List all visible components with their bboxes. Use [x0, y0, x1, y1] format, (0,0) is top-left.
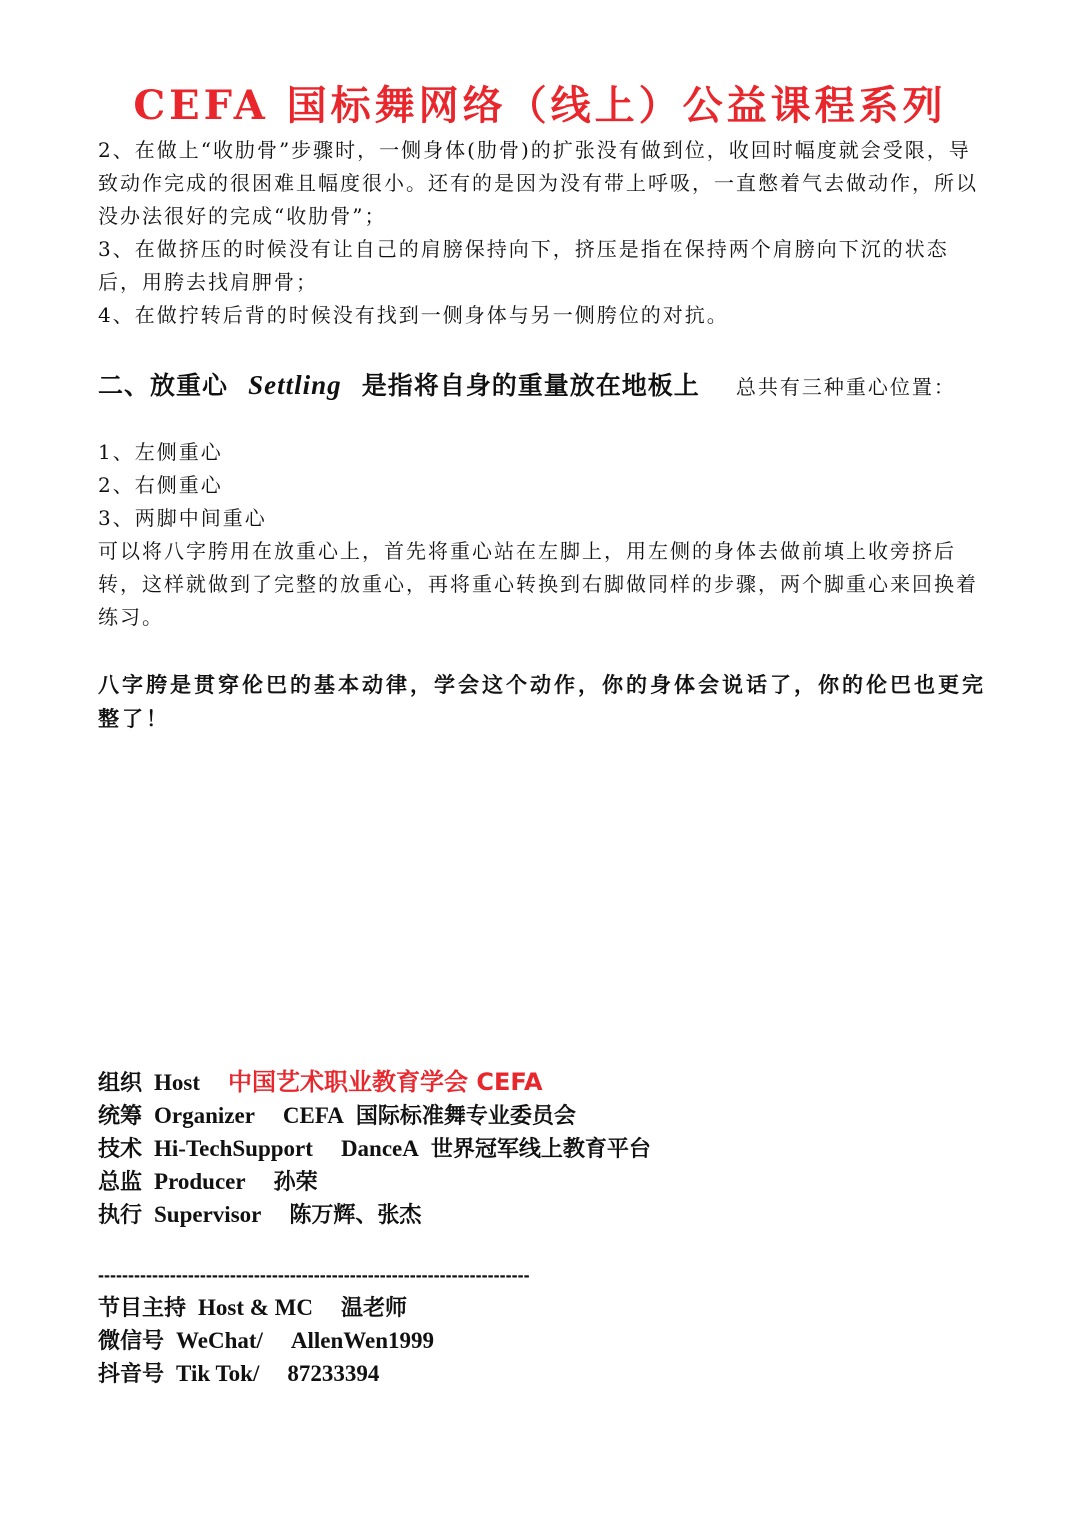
contact-label-en: Host & MC — [198, 1295, 313, 1320]
credit-row-host — [98, 1066, 898, 1099]
contact-label-cn: 抖音号 — [98, 1362, 165, 1387]
contact-block — [98, 1291, 898, 1390]
credits-block — [98, 1066, 898, 1231]
intro-paragraph-4: 4、在做拧转后背的时候没有找到一侧身体与另一侧胯位的对抗。 — [98, 303, 729, 327]
summary-text: 八字胯是贯穿伦巴的基本动律，学会这个动作，你的身体会说话了，你的伦巴也更完整了！ — [98, 672, 986, 731]
contact-label-cn: 节目主持 — [98, 1296, 187, 1321]
credit-value-organizer-en: CEFA — [282, 1103, 344, 1128]
contact-row-tiktok — [98, 1357, 898, 1390]
credit-row-supervisor — [98, 1198, 898, 1231]
credit-value-tech-cn: 世界冠军线上教育平台 — [430, 1137, 651, 1162]
list-item: 2、右侧重心 — [98, 473, 223, 497]
list-item: 3、两脚中间重心 — [98, 506, 267, 530]
credit-label-en: Supervisor — [154, 1202, 262, 1227]
credit-label-en: Organizer — [154, 1103, 255, 1128]
contact-row-wechat — [98, 1324, 898, 1357]
credit-row-tech — [98, 1132, 898, 1165]
credit-label-cn: 组织 — [98, 1071, 143, 1096]
list-item: 1、左侧重心 — [98, 440, 223, 464]
contact-label-en: WeChat/ — [176, 1328, 263, 1353]
credit-label-cn: 统筹 — [98, 1104, 143, 1129]
credit-label-cn: 执行 — [98, 1203, 143, 1228]
contact-row-mc — [98, 1291, 898, 1324]
contact-value-tiktok: 87233394 — [287, 1361, 380, 1386]
credit-label-en: Producer — [154, 1169, 246, 1194]
section-heading-desc: 是指将自身的重量放在地板上 — [361, 371, 700, 400]
section-paragraph: 可以将八字胯用在放重心上，首先将重心站在左脚上，用左侧的身体去做前填上收旁挤后转，这样就做到了完整的放重心，再将重心转换到右脚做同样的步骤，两个脚重心来回换着练习。 — [98, 539, 978, 629]
intro-paragraph-3: 3、在做挤压的时候没有让自己的肩膀保持向下，挤压是指在保持两个肩膀向下沉的状态后，用胯去找肩胛骨； — [98, 237, 949, 294]
credit-value-organizer-cn: 国际标准舞专业委员会 — [355, 1104, 576, 1129]
credit-value-supervisor: 陈万辉、张杰 — [289, 1203, 422, 1228]
section-body — [98, 436, 988, 634]
contact-value-mc: 温老师 — [341, 1296, 408, 1321]
credit-row-producer — [98, 1165, 898, 1198]
credit-value-tech-en: DanceA — [340, 1136, 419, 1161]
credit-value-producer: 孙荣 — [273, 1170, 318, 1195]
intro-block — [98, 134, 988, 332]
credit-value-host: 中国艺术职业教育学会 CEFA — [228, 1068, 543, 1096]
dashed-divider: ------------------------------------------------------------------------ — [98, 1265, 530, 1285]
section-heading-cn: 二、放重心 — [98, 371, 229, 400]
contact-label-cn: 微信号 — [98, 1329, 165, 1354]
page-title: CEFA 国标舞网络（线上）公益课程系列 — [133, 82, 947, 129]
credit-label-cn: 技术 — [98, 1137, 143, 1162]
section-heading — [98, 365, 988, 409]
section-heading-en: Settling — [248, 370, 342, 400]
contact-label-en: Tik Tok/ — [176, 1361, 260, 1386]
credit-label-en: Host — [154, 1070, 201, 1095]
contact-value-wechat: AllenWen1999 — [290, 1328, 435, 1353]
intro-paragraph-2: 2、在做上“收肋骨”步骤时，一侧身体(肋骨)的扩张没有做到位，收回时幅度就会受限，导致动作完成的很困难且幅度很小。还有的是因为没有带上呼吸，一直憋着气去做动作，所以没办法很好的完成“收肋骨”； — [98, 138, 978, 228]
credit-label-cn: 总监 — [98, 1170, 143, 1195]
credit-label-en: Hi-TechSupport — [154, 1136, 313, 1161]
credit-row-organizer — [98, 1099, 898, 1132]
section-heading-note: 总共有三种重心位置： — [735, 375, 956, 399]
